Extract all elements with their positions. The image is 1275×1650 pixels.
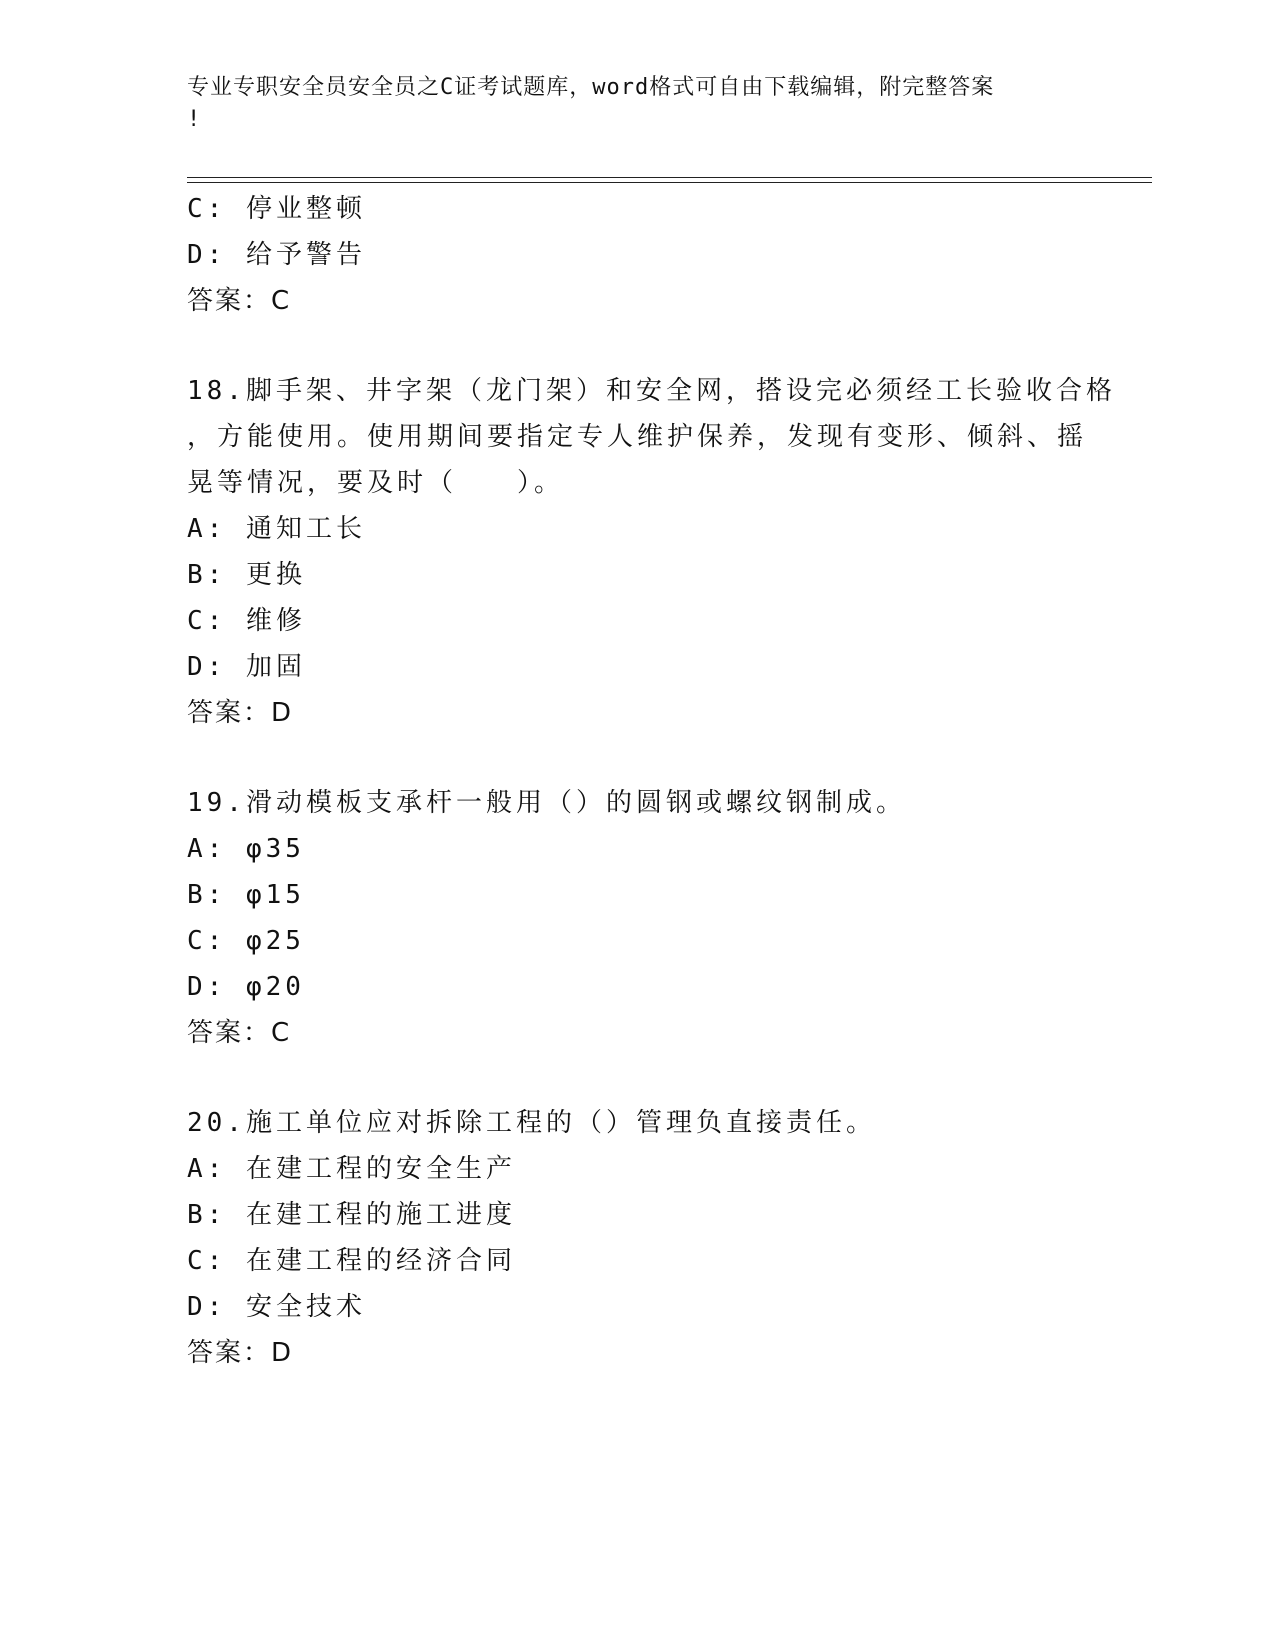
- answer-line: 答案：C: [187, 286, 292, 316]
- option-b: B: 更换: [187, 560, 306, 590]
- question-list: [187, 186, 1116, 1376]
- question-18: [187, 368, 1116, 736]
- answer-line: 答案：D: [187, 1338, 294, 1368]
- header-title-line-continued: !: [187, 107, 202, 132]
- option-a: A: 通知工长: [187, 514, 366, 544]
- question-17-continued: [187, 186, 1087, 324]
- question-spacer: [187, 324, 1087, 368]
- question-stem: [187, 368, 1116, 506]
- question-spacer: [187, 736, 1087, 780]
- option-a: A: 在建工程的安全生产: [187, 1154, 516, 1184]
- option-d: D: 给予警告: [187, 240, 366, 270]
- option-d: D: φ20: [187, 972, 305, 1002]
- question-stem-line: 晃等情况，要及时（ ）。: [187, 468, 565, 498]
- option-b: B: φ15: [187, 880, 305, 910]
- question-stem: [187, 1100, 1087, 1146]
- option-b: B: 在建工程的施工进度: [187, 1200, 516, 1230]
- page-header: [187, 72, 1067, 136]
- question-stem-line: 19.滑动模板支承杆一般用（）的圆钢或螺纹钢制成。: [187, 788, 906, 818]
- question-stem: [187, 780, 1087, 826]
- option-c: C: 维修: [187, 606, 306, 636]
- option-a: A: φ35: [187, 834, 305, 864]
- question-stem-line: ，方能使用。使用期间要指定专人维护保养，发现有变形、倾斜、摇: [187, 422, 1088, 452]
- header-title-line: 专业专职安全员安全员之C证考试题库，word格式可自由下载编辑，附完整答案: [187, 75, 995, 100]
- option-d: D: 加固: [187, 652, 306, 682]
- question-spacer: [187, 1056, 1087, 1100]
- question-20: [187, 1100, 1087, 1376]
- header-divider-bottom: [187, 182, 1152, 183]
- answer-line: 答案：D: [187, 698, 294, 728]
- option-c: C: 停业整顿: [187, 194, 366, 224]
- answer-line: 答案：C: [187, 1018, 292, 1048]
- header-divider-top: [187, 177, 1152, 178]
- question-stem-line: 18.脚手架、井字架（龙门架）和安全网，搭设完必须经工长验收合格: [187, 376, 1116, 406]
- option-d: D: 安全技术: [187, 1292, 366, 1322]
- question-19: [187, 780, 1087, 1056]
- option-c: C: 在建工程的经济合同: [187, 1246, 516, 1276]
- option-c: C: φ25: [187, 926, 305, 956]
- question-stem-line: 20.施工单位应对拆除工程的（）管理负直接责任。: [187, 1108, 876, 1138]
